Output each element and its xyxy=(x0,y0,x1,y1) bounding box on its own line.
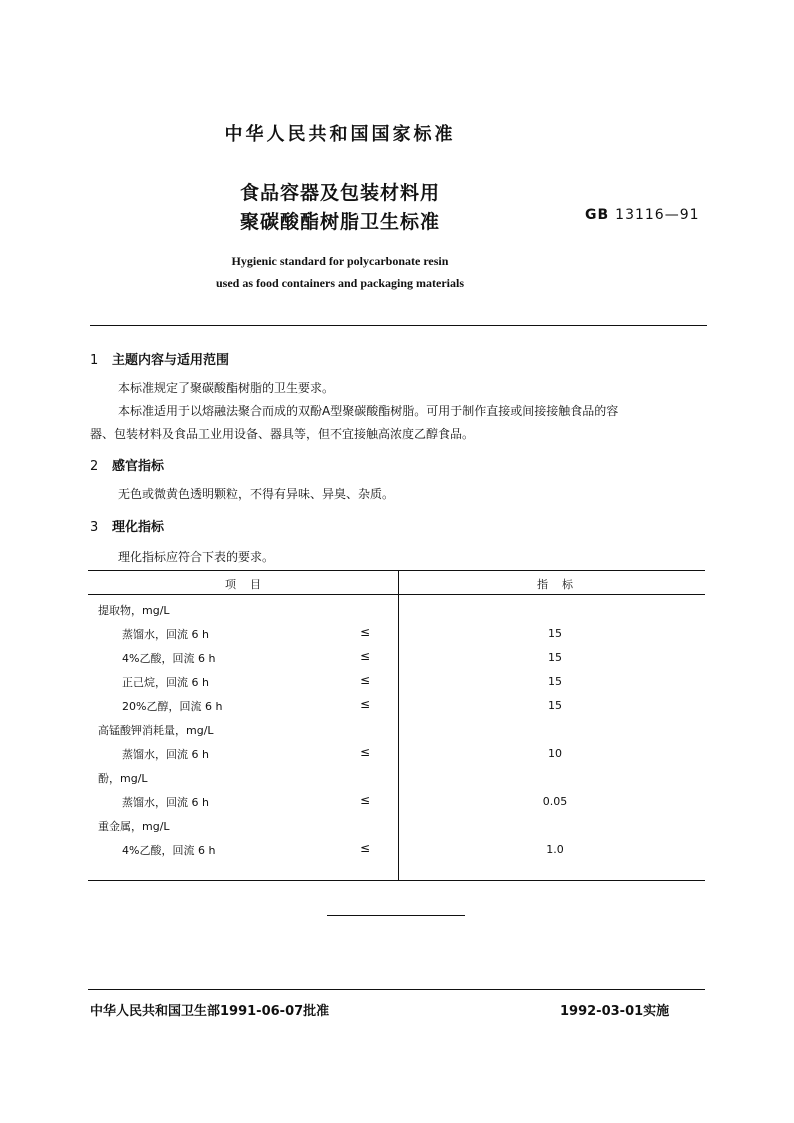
doc-title-line1: 食品容器及包装材料用 xyxy=(239,182,440,204)
section-number: 2 xyxy=(90,459,99,474)
less-equal-symbol: ≤ xyxy=(360,793,371,807)
footer-divider xyxy=(88,989,705,990)
table-row-label: 蒸馏水，回流 6 h xyxy=(122,628,209,641)
table-row-label: 提取物，mg/L xyxy=(98,604,170,617)
less-equal-symbol: ≤ xyxy=(360,649,371,663)
table-row-label: 正己烷，回流 6 h xyxy=(122,676,209,689)
table-row-value: 15 xyxy=(548,627,562,640)
table-row-label: 4%乙酸，回流 6 h xyxy=(122,652,216,665)
table-column-divider xyxy=(398,570,399,880)
table-row-label: 重金属，mg/L xyxy=(98,820,170,833)
end-of-text-rule xyxy=(327,915,465,916)
less-equal-symbol: ≤ xyxy=(360,841,371,855)
section-number: 3 xyxy=(90,520,99,535)
section-2-heading xyxy=(90,455,164,474)
table-row-label: 蒸馏水，回流 6 h xyxy=(122,748,209,761)
table-row-label: 高锰酸钾消耗量，mg/L xyxy=(98,724,214,737)
less-equal-symbol: ≤ xyxy=(360,697,371,711)
less-equal-symbol: ≤ xyxy=(360,625,371,639)
standard-code-prefix: GB xyxy=(585,207,610,223)
header-divider xyxy=(90,325,707,326)
table-row-value: 15 xyxy=(548,651,562,664)
table-row-label: 20%乙醇，回流 6 h xyxy=(122,700,223,713)
table-row-value: 0.05 xyxy=(542,795,568,808)
section-title: 主题内容与适用范围 xyxy=(112,353,230,368)
issuing-authority: 中华人民共和国国家标准 xyxy=(224,124,456,145)
section-number: 1 xyxy=(90,353,99,368)
section-3-heading xyxy=(90,516,164,535)
less-equal-symbol: ≤ xyxy=(360,745,371,759)
less-equal-symbol: ≤ xyxy=(360,673,371,687)
approval-statement: 中华人民共和国卫生部1991-06-07批准 xyxy=(90,1004,330,1019)
section-2-para-1: 无色或微黄色透明颗粒，不得有异味、异臭、杂质。 xyxy=(118,487,395,501)
table-bottom-rule xyxy=(88,880,705,881)
table-header-rule xyxy=(88,594,705,595)
table-top-rule xyxy=(88,570,705,571)
section-1-para-2: 本标准适用于以熔融法聚合而成的双酚A型聚碳酸酯树脂。可用于制作直接或间接接触食品的容 xyxy=(118,404,619,418)
english-title-line2: used as food containers and packaging materials xyxy=(215,276,465,290)
table-row-label: 酚，mg/L xyxy=(98,772,148,785)
section-1-para-1: 本标准规定了聚碳酸酯树脂的卫生要求。 xyxy=(118,381,335,395)
table-row-value: 1.0 xyxy=(546,843,564,856)
section-3-para-1: 理化指标应符合下表的要求。 xyxy=(118,550,275,564)
english-title-line1: Hygienic standard for polycarbonate resin xyxy=(231,254,449,268)
section-title: 理化指标 xyxy=(112,520,165,535)
table-row-label: 4%乙酸，回流 6 h xyxy=(122,844,216,857)
table-header-item: 项 目 xyxy=(225,578,261,591)
table-row-value: 15 xyxy=(548,699,562,712)
section-title: 感官指标 xyxy=(112,459,165,474)
section-1-heading xyxy=(90,349,229,368)
effective-date: 1992-03-01实施 xyxy=(560,1004,670,1019)
standard-code-number: 13116—91 xyxy=(615,207,700,223)
standard-code xyxy=(585,207,700,223)
table-row-value: 10 xyxy=(548,747,562,760)
section-1-para-3: 器、包装材料及食品工业用设备、器具等，但不宜接触高浓度乙醇食品。 xyxy=(90,427,475,441)
table-row-value: 15 xyxy=(548,675,562,688)
table-row-label: 蒸馏水，回流 6 h xyxy=(122,796,209,809)
doc-title-line2: 聚碳酸酯树脂卫生标准 xyxy=(239,211,440,233)
table-header-value: 指 标 xyxy=(537,578,573,591)
